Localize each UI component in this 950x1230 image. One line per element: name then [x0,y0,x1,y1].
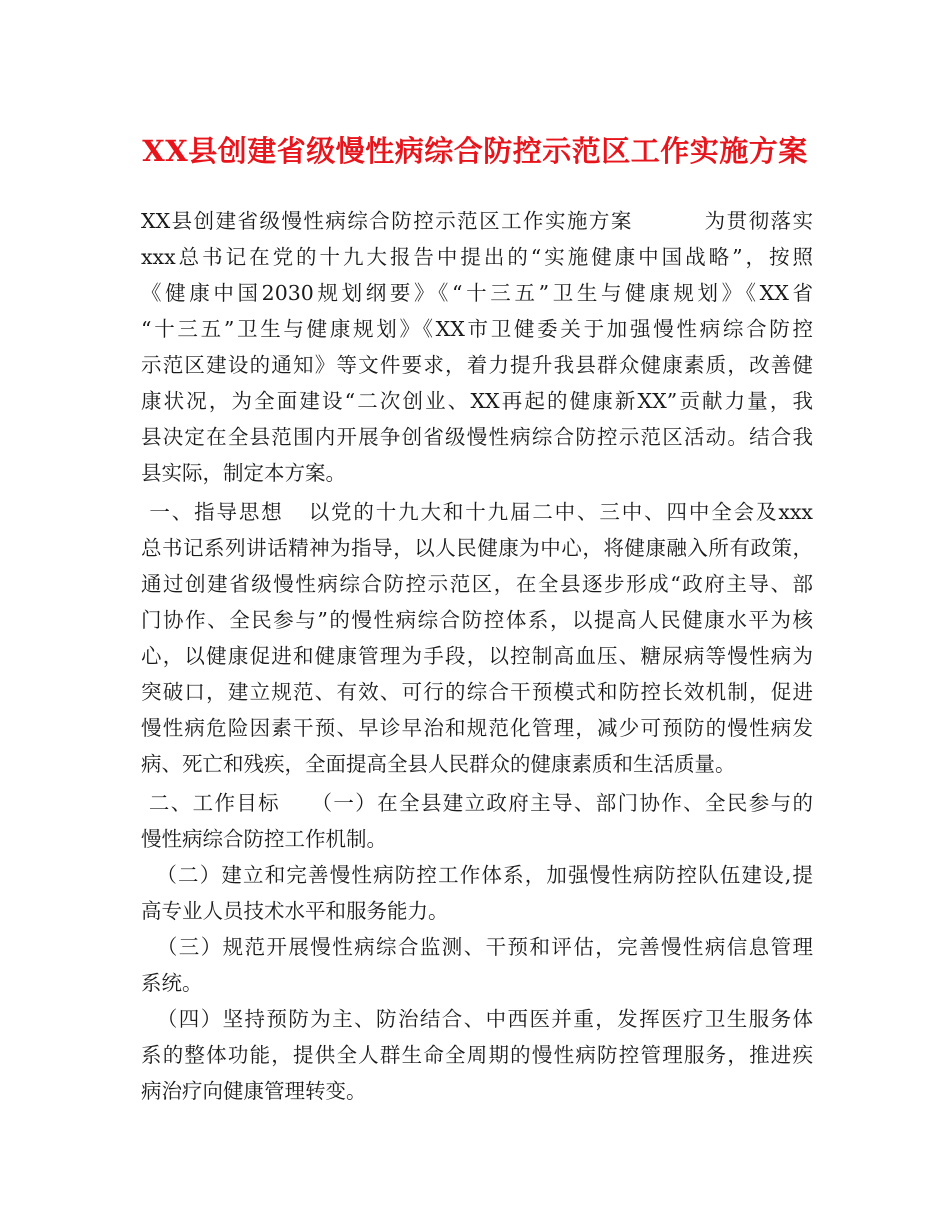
text-line: 门协作、全民参与”的慢性病综合防控体系，以提高人民健康水平为核 [141,608,813,632]
text-line: 县决定在全县范围内开展争创省级慢性病综合防控示范区活动。结合我 [141,425,813,449]
text-line: 突破口，建立规范、有效、可行的综合干预模式和防控长效机制，促进 [141,680,813,704]
text-line: 县实际，制定本方案。 [141,461,346,485]
text-line: 心，以健康促进和健康管理为手段，以控制高血压、糖尿病等慢性病为 [141,644,813,668]
text-line: 系统。 [141,971,203,995]
text-line: 示范区建设的通知》等文件要求，着力提升我县群众健康素质，改善健 [141,353,813,377]
text-line: 病治疗向健康管理转变。 [141,1079,367,1103]
text-line: XX县创建省级慢性病综合防控示范区工作实施方案 为贯彻落实 [141,209,813,233]
text-line: 系的整体功能，提供全人群生命全周期的慢性病防控管理服务，推进疾 [141,1043,813,1067]
text-line: 慢性病综合防控工作机制。 [141,827,387,851]
text-line: 通过创建省级慢性病综合防控示范区，在全县逐步形成“政府主导、部 [141,572,813,596]
text-line: xxx总书记在党的十九大报告中提出的“实施健康中国战略”，按照 [141,245,813,269]
document-title: XX县创建省级慢性病综合防控示范区工作实施方案 [142,134,808,168]
text-line: （四）坚持预防为主、防治结合、中西医并重，发挥医疗卫生服务体 [141,1007,813,1031]
text-line: 高专业人员技术水平和服务能力。 [141,899,449,923]
text-line: 康状况，为全面建设“二次创业、XX再起的健康新XX”贡献力量，我 [141,389,813,413]
text-line: 慢性病危险因素干预、早诊早治和规范化管理，减少可预防的慢性病发 [141,716,813,740]
text-line: 病、死亡和残疾，全面提高全县人民群众的健康素质和生活质量。 [141,752,736,776]
text-line: 《健康中国2030规划纲要》《“十三五”卫生与健康规划》《XX省 [141,281,813,305]
text-line: 一、指导思想 以党的十九大和十九届二中、三中、四中全会及xxx [141,500,813,524]
text-line: （三）规范开展慢性病综合监测、干预和评估，完善慢性病信息管理 [141,935,813,959]
text-line: “十三五”卫生与健康规划》《XX市卫健委关于加强慢性病综合防控 [141,317,813,341]
text-line: （二）建立和完善慢性病防控工作体系，加强慢性病防控队伍建设,提 [141,863,813,887]
text-line: 二、工作目标 （一）在全县建立政府主导、部门协作、全民参与的 [141,791,813,815]
text-line: 总书记系列讲话精神为指导，以人民健康为中心，将健康融入所有政策， [141,536,813,560]
